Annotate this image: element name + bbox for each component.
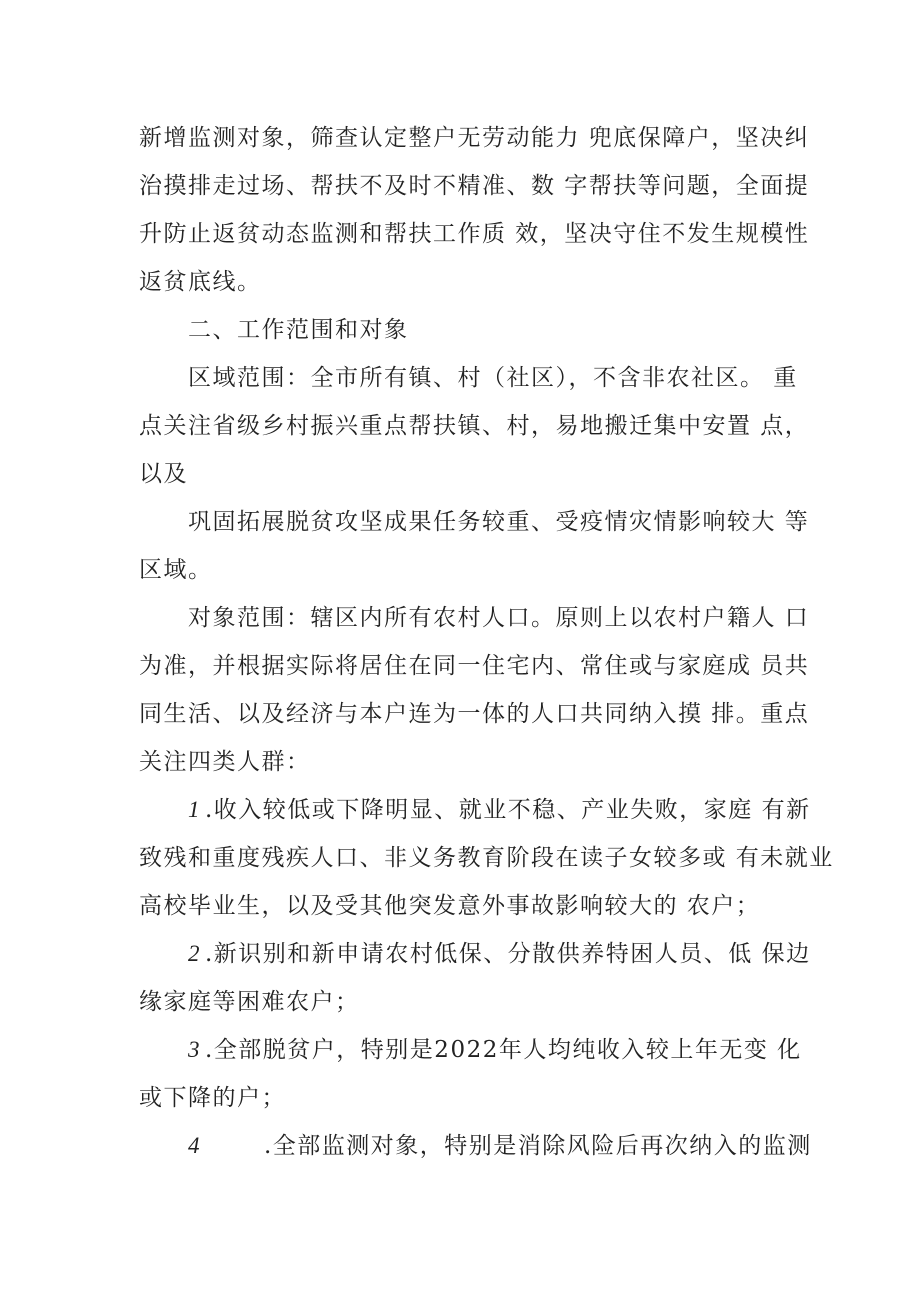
paragraph-line: 新增监测对象，筛查认定整户无劳动能力 兜底保障户，坚决纠 [139,125,810,151]
paragraph-line: 区域。 [139,557,213,583]
paragraph-line: 升防止返贫动态监测和帮扶工作质 效，坚决守住不发生规模性 [139,221,810,247]
list-item-text: .新识别和新申请农村低保、分散供养特困人员、低 保边 [205,941,811,967]
paragraph-line: 为准，并根据实际将居住在同一住宅内、常住或与家庭成 员共 [139,653,810,679]
paragraph-line: 致残和重度残疾人口、非义务教育阶段在读子女较多或 有未就业 [139,845,834,871]
paragraph-line: 返贫底线。 [139,269,262,295]
paragraph-line: 缘家庭等困难农户； [139,989,360,1015]
list-item-3 [139,1026,802,1074]
paragraph-line: 点关注省级乡村振兴重点帮扶镇、村，易地搬迁集中安置 点， [139,413,810,439]
list-item-text: .全部监测对象，特别是消除风险后再次纳入的监测 [264,1133,812,1159]
list-number: 3 [188,1037,201,1062]
list-number: 1 [188,797,201,822]
paragraph-line: 对象范围：辖区内所有农村人口。原则上以农村户籍人 口 [188,605,810,631]
paragraph-line: 高校毕业生，以及受其他突发意外事故影响较大的 农户； [139,893,761,919]
list-item-text: .收入较低或下降明显、就业不稳、产业失败，家庭 有新 [205,797,811,823]
list-item-1 [139,786,811,834]
list-item-4 [139,1122,812,1170]
list-number: 4 [188,1133,201,1158]
paragraph-line: 或下降的户； [139,1085,286,1111]
paragraph-line: 以及 [139,461,188,487]
paragraph-line: 治摸排走过场、帮扶不及时不精准、数 字帮扶等问题，全面提 [139,173,810,199]
list-item-text: .全部脱贫户，特别是2022年人均纯收入较上年无变 化 [205,1037,802,1063]
section-heading: 二、工作范围和对象 [188,317,409,343]
paragraph-line: 同生活、以及经济与本户连为一体的人口共同纳入摸 排。重点 [139,701,810,727]
document-body [139,114,834,1170]
paragraph-line: 巩固拓展脱贫攻坚成果任务较重、受疫情灾情影响较大 等 [188,509,810,535]
list-item-2 [139,930,811,978]
paragraph-line: 区域范围：全市所有镇、村（社区），不含非农社区。 重 [188,365,798,391]
paragraph-line: 关注四类人群： [139,749,311,775]
list-number: 2 [188,941,201,966]
